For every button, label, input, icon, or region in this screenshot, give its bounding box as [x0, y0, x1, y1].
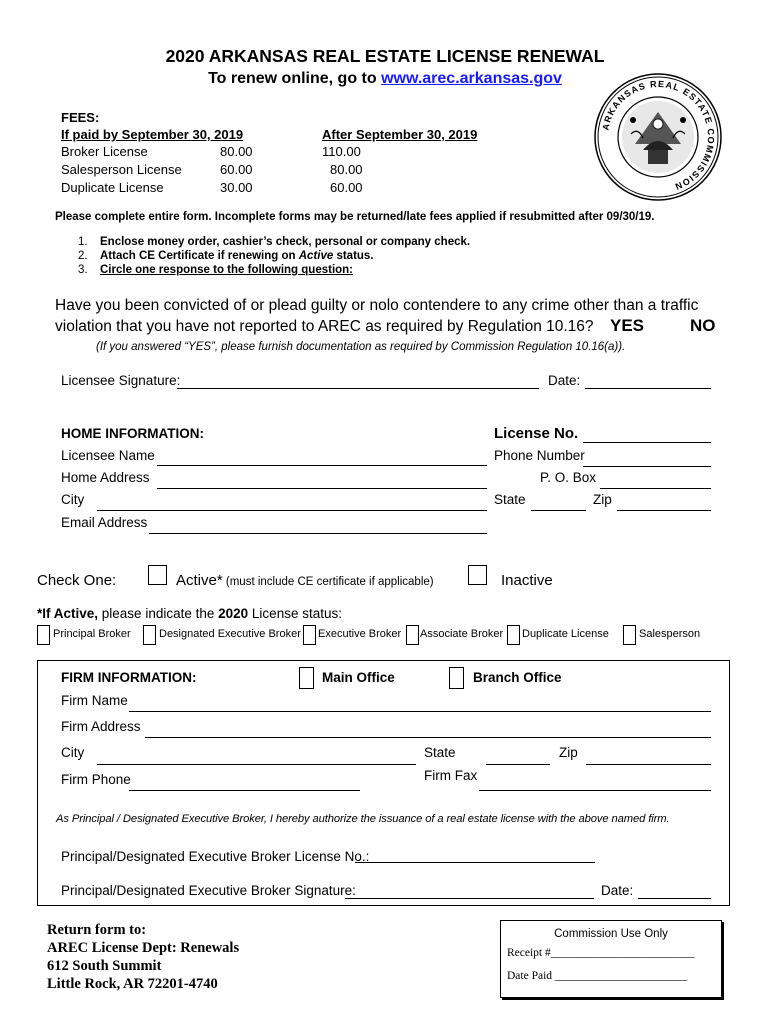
- seal-graphic: [593, 72, 723, 202]
- broker-signature-field[interactable]: [345, 898, 594, 899]
- page-title: 2020 ARKANSAS REAL ESTATE LICENSE RENEWAL: [165, 46, 605, 66]
- designated-executive-broker-label: Designated Executive Broker: [159, 628, 301, 640]
- home-address-field[interactable]: [157, 488, 487, 489]
- prompt-mid: please indicate the: [98, 606, 219, 621]
- subtitle-prefix: To renew online, go to: [208, 70, 382, 87]
- designated-executive-broker-checkbox[interactable]: [143, 625, 156, 645]
- duplicate-license-label: Duplicate License: [522, 628, 609, 640]
- fee-row-salesperson-label: Salesperson License: [61, 162, 182, 177]
- prompt-year: 2020: [218, 606, 249, 621]
- fee-row-salesperson-late: 80.00: [330, 162, 363, 177]
- branch-office-checkbox[interactable]: [449, 667, 464, 689]
- phone-number-field[interactable]: [583, 466, 711, 467]
- firm-name-field[interactable]: [129, 711, 711, 712]
- fee-row-broker-late: 110.00: [322, 144, 361, 159]
- instruction-2: [78, 250, 374, 262]
- main-office-label: Main Office: [322, 670, 395, 685]
- firm-address-field[interactable]: [145, 737, 711, 738]
- fee-row-duplicate-label: Duplicate License: [61, 180, 164, 195]
- instruction-3: [78, 264, 353, 276]
- executive-broker-checkbox[interactable]: [303, 625, 316, 645]
- phone-number-label: Phone Number: [494, 448, 585, 463]
- fee-row-broker-early: 80.00: [220, 144, 253, 159]
- licensee-name-field[interactable]: [157, 465, 487, 466]
- firm-state-label: State: [424, 745, 456, 760]
- conviction-note: (If you answered “YES”, please furnish documentation as required by Commission Regulation 10.16(a)).: [96, 341, 626, 353]
- answer-yes[interactable]: YES: [610, 316, 645, 335]
- broker-license-no-label: Principal/Designated Executive Broker License No.:: [61, 849, 370, 864]
- inactive-label: Inactive: [501, 572, 553, 589]
- instruction-1: [78, 236, 470, 248]
- inactive-checkbox[interactable]: [468, 565, 487, 585]
- date-paid-field[interactable]: Date Paid _______________________: [507, 970, 688, 982]
- answer-no[interactable]: NO: [690, 316, 716, 335]
- firm-phone-label: Firm Phone: [61, 772, 131, 787]
- fee-row-broker-label: Broker License: [61, 144, 148, 159]
- return-heading: Return form to:: [47, 922, 147, 938]
- license-status-prompt: [37, 606, 342, 621]
- salesperson-label: Salesperson: [639, 628, 701, 640]
- firm-name-label: Firm Name: [61, 693, 128, 708]
- broker-signature-label: Principal/Designated Executive Broker Signature:: [61, 883, 356, 898]
- home-city-label: City: [61, 492, 85, 507]
- return-street: 612 South Summit: [47, 958, 162, 974]
- principal-broker-label: Principal Broker: [53, 628, 131, 640]
- firm-info-heading: FIRM INFORMATION:: [61, 670, 197, 685]
- conviction-question-line1: Have you been convicted of or plead guilty or nolo contendere to any crime other than a traffic: [55, 297, 699, 314]
- fees-heading: FEES:: [61, 110, 100, 125]
- associate-broker-checkbox[interactable]: [406, 625, 419, 645]
- licensee-signature-field[interactable]: [177, 388, 539, 389]
- firm-info-section: [37, 660, 730, 906]
- firm-city-label: City: [61, 745, 85, 760]
- instruction-2-text: Attach CE Certificate if renewing on: [100, 250, 299, 262]
- po-box-label: P. O. Box: [540, 470, 597, 485]
- licensee-signature-label: Licensee Signature:: [61, 373, 181, 388]
- instruction-1-text: Enclose money order, cashier’s check, personal or company check.: [100, 236, 471, 248]
- licensee-name-label: Licensee Name: [61, 448, 155, 463]
- instruction-3-number: 3.: [78, 264, 88, 276]
- instruction-2-active: Active: [298, 250, 334, 262]
- commission-seal: [593, 72, 723, 202]
- broker-authorization-text: As Principal / Designated Executive Broker, I hereby authorize the issuance of a real estate license with the above named firm.: [56, 813, 670, 825]
- receipt-number-field[interactable]: Receipt #_________________________: [507, 947, 695, 959]
- signature-date-label: Date:: [548, 373, 581, 388]
- broker-license-no-field[interactable]: [355, 862, 595, 863]
- firm-zip-label: Zip: [559, 745, 578, 760]
- arec-website-link[interactable]: www.arec.arkansas.gov: [381, 70, 562, 87]
- duplicate-license-checkbox[interactable]: [507, 625, 520, 645]
- conviction-question-line2: violation that you have not reported to AREC as required by Regulation 10.16?: [55, 318, 594, 335]
- firm-fax-label: Firm Fax: [424, 768, 478, 783]
- license-no-label: License No.: [494, 425, 579, 442]
- executive-broker-label: Executive Broker: [318, 628, 402, 640]
- home-zip-field[interactable]: [617, 510, 711, 511]
- firm-state-field[interactable]: [486, 764, 550, 765]
- home-city-field[interactable]: [97, 510, 487, 511]
- associate-broker-label: Associate Broker: [420, 628, 504, 640]
- firm-city-field[interactable]: [97, 764, 416, 765]
- fee-row-salesperson-early: 60.00: [220, 162, 253, 177]
- main-office-checkbox[interactable]: [299, 667, 314, 689]
- fees-late-heading: After September 30, 2019: [322, 127, 478, 142]
- fee-row-duplicate-early: 30.00: [220, 180, 253, 195]
- fees-early-heading: If paid by September 30, 2019: [61, 127, 244, 142]
- broker-date-label: Date:: [601, 883, 634, 898]
- license-no-field[interactable]: [583, 442, 711, 443]
- home-zip-label: Zip: [593, 492, 612, 507]
- email-address-label: Email Address: [61, 515, 148, 530]
- principal-broker-checkbox[interactable]: [37, 625, 50, 645]
- signature-date-field[interactable]: [585, 388, 711, 389]
- firm-phone-field[interactable]: [129, 790, 360, 791]
- home-state-label: State: [494, 492, 526, 507]
- broker-date-field[interactable]: [638, 898, 711, 899]
- instruction-2-number: 2.: [78, 250, 88, 262]
- instruction-1-number: 1.: [78, 236, 88, 248]
- if-active-label: *If Active,: [37, 606, 99, 621]
- completion-notice: Please complete entire form. Incomplete forms may be returned/late fees applied if resubmitted after 09/30/19.: [55, 211, 655, 223]
- active-label: Active*: [176, 572, 223, 589]
- home-info-heading: HOME INFORMATION:: [61, 426, 204, 441]
- prompt-end: License status:: [248, 606, 342, 621]
- salesperson-checkbox[interactable]: [623, 625, 636, 645]
- return-city: Little Rock, AR 72201-4740: [47, 976, 218, 992]
- home-address-label: Home Address: [61, 470, 150, 485]
- active-note: (must include CE certificate if applicable): [222, 576, 434, 588]
- seal-ring-text: ARKANSAS REAL ESTATE COMMISSION: [600, 78, 717, 193]
- firm-address-label: Firm Address: [61, 719, 141, 734]
- commission-use-title: Commission Use Only: [554, 928, 668, 940]
- check-one-label: Check One:: [37, 572, 117, 589]
- firm-fax-field[interactable]: [479, 790, 711, 791]
- active-checkbox[interactable]: [148, 565, 167, 585]
- return-dept: AREC License Dept: Renewals: [47, 940, 240, 956]
- email-address-field[interactable]: [149, 533, 487, 534]
- po-box-field[interactable]: [600, 488, 711, 489]
- home-state-field[interactable]: [531, 510, 586, 511]
- instruction-2-tail: status.: [333, 250, 374, 262]
- active-option: [176, 572, 434, 589]
- instruction-3-text: Circle one response to the following question:: [100, 264, 354, 276]
- fee-row-duplicate-late: 60.00: [330, 180, 363, 195]
- firm-zip-field[interactable]: [586, 764, 711, 765]
- branch-office-label: Branch Office: [473, 670, 562, 685]
